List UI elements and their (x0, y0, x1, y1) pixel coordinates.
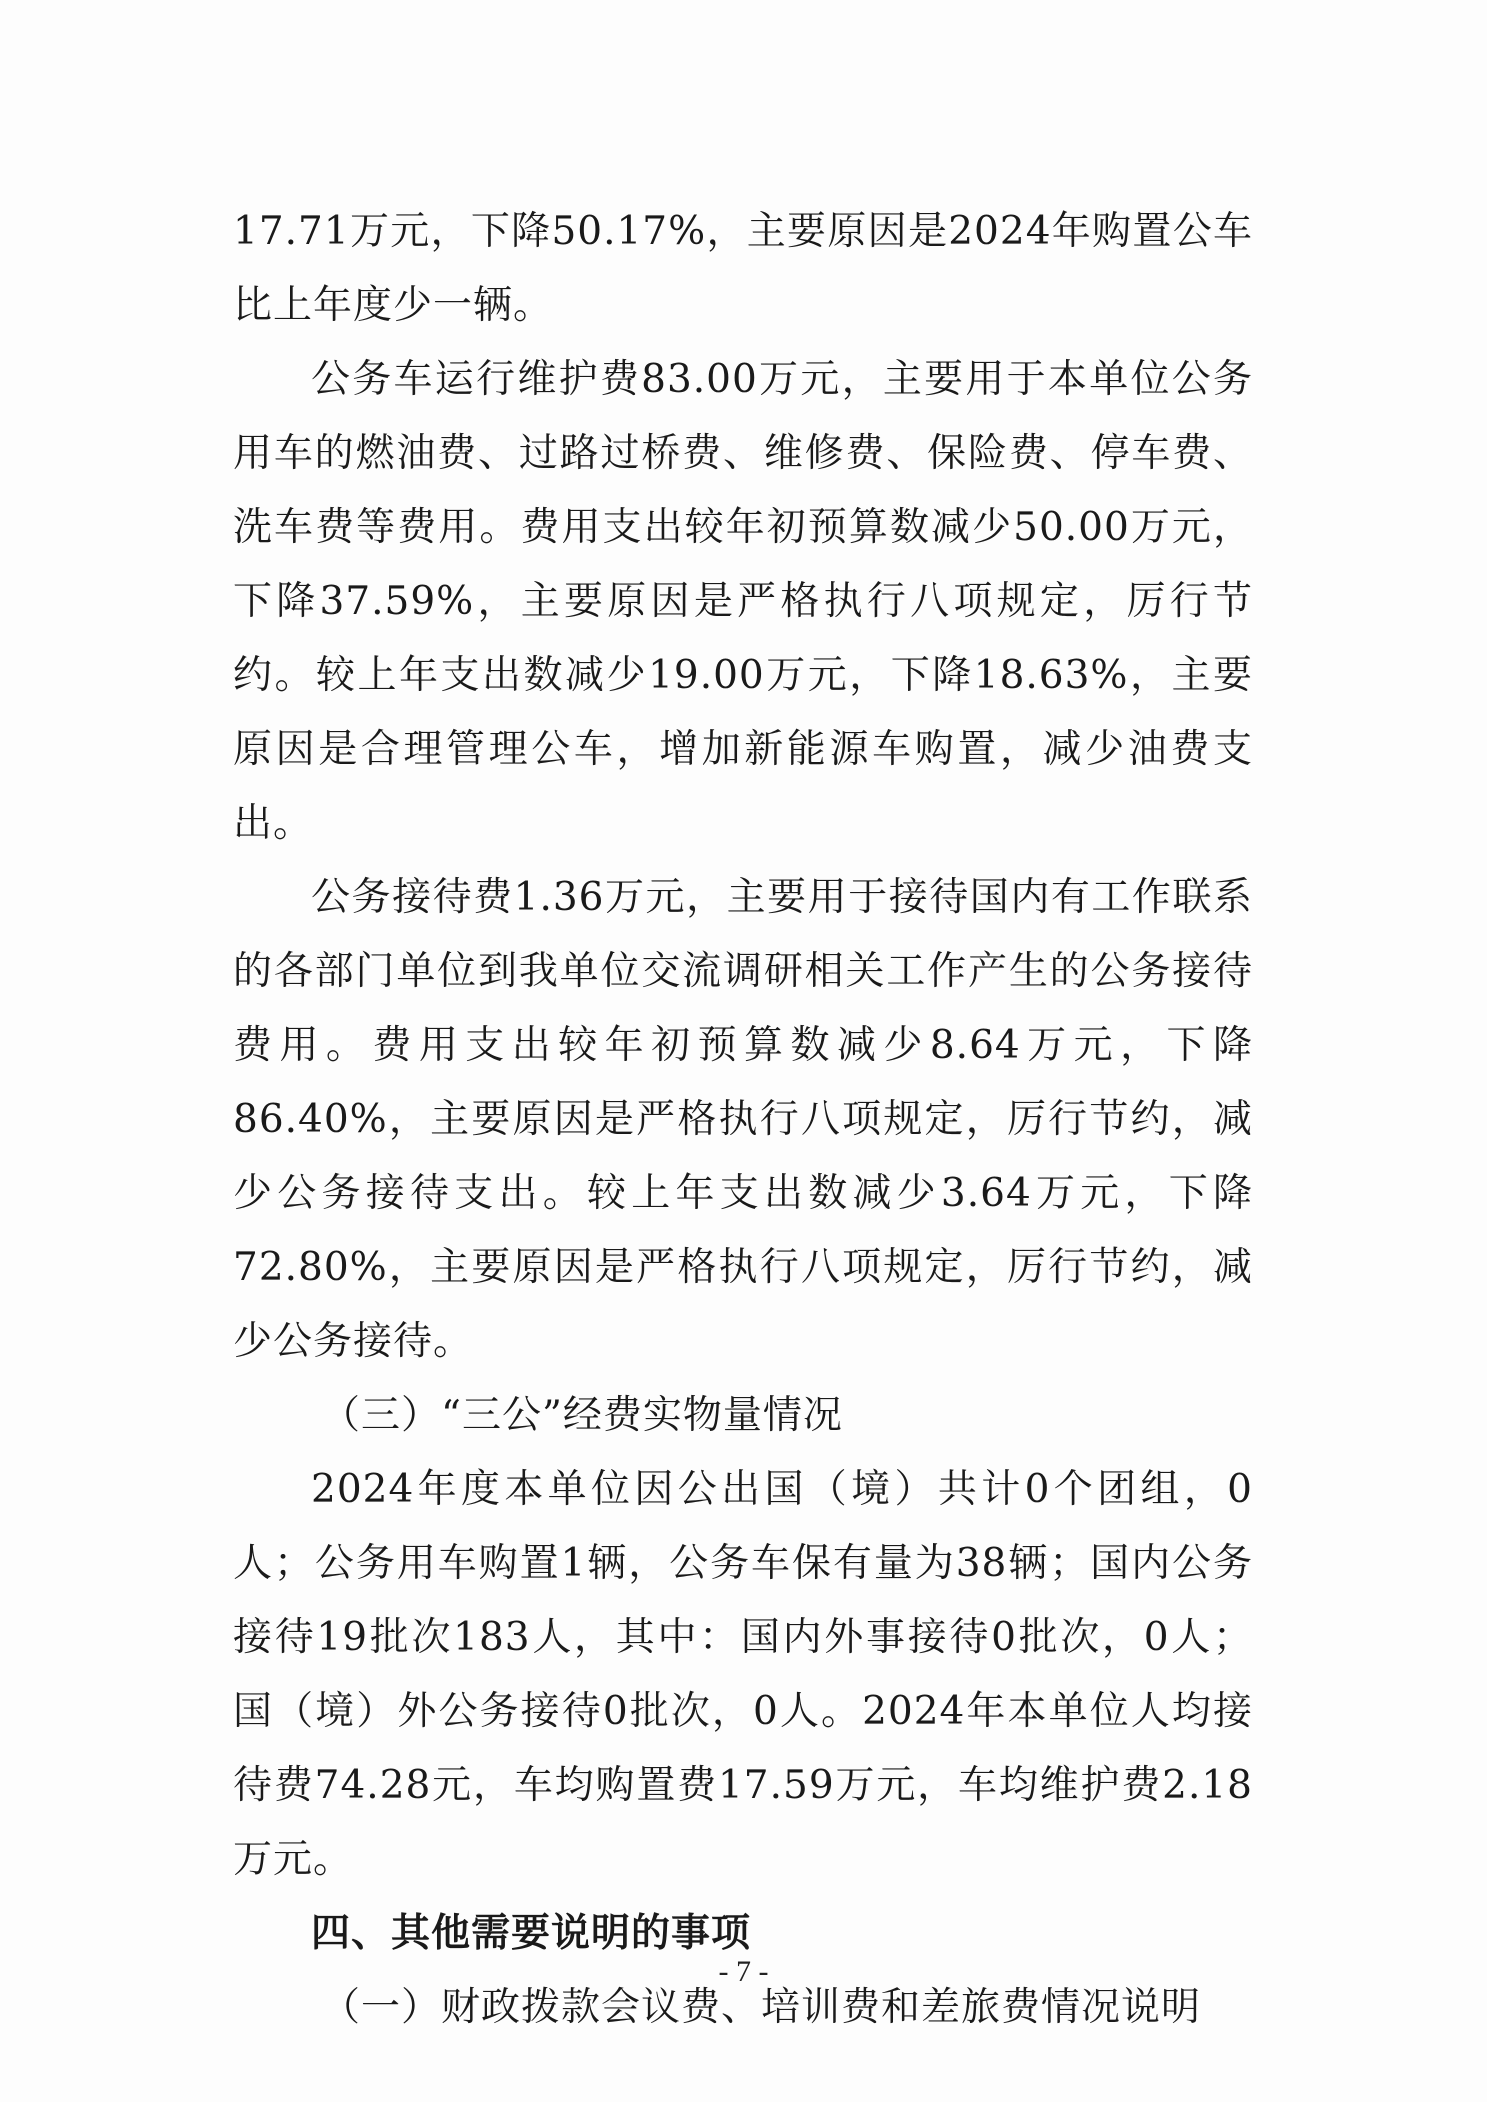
section-heading-other-matters: 四、其他需要说明的事项 (311, 1911, 752, 1956)
page-number: - 7 - (718, 1955, 769, 1988)
paragraph-physical-quantities: 2024年度本单位因公出国（境）共计0个团组，0人；公务用车购置1辆，公务车保有量为38辆；国内公务接待19批次183人，其中：国内外事接待0批次，0人；国（境）外公务接待0批次，0人。2024年本单位人均接待费74.28元，车均购置费17.59万元，车均维护费2.18万元。 (233, 1467, 1253, 1882)
document-body (233, 195, 1253, 2045)
paragraph-vehicle-maintenance: 公务车运行维护费83.00万元，主要用于本单位公务用车的燃油费、过路过桥费、维修费、保险费、停车费、洗车费等费用。费用支出较年初预算数减少50.00万元，下降37.59%，主要原因是严格执行八项规定，厉行节约。较上年支出数减少19.00万元，下降18.63%，主要原因是合理管理公车，增加新能源车购置，减少油费支出。 (233, 357, 1253, 846)
paragraph-reception-fee: 公务接待费1.36万元，主要用于接待国内有工作联系的各部门单位到我单位交流调研相关工作产生的公务接待费用。费用支出较年初预算数减少8.64万元，下降86.40%，主要原因是严格执行八项规定，厉行节约，减少公务接待支出。较上年支出数减少3.64万元，下降72.80%，主要原因是严格执行八项规定，厉行节约，减少公务接待。 (233, 875, 1253, 1364)
subheading-physical-quantities: （三）“三公”经费实物量情况 (321, 1393, 843, 1438)
subheading-meeting-training-travel: （一）财政拨款会议费、培训费和差旅费情况说明 (321, 1985, 1202, 2030)
paragraph-continued: 17.71万元，下降50.17%，主要原因是2024年购置公车比上年度少一辆。 (233, 209, 1253, 328)
